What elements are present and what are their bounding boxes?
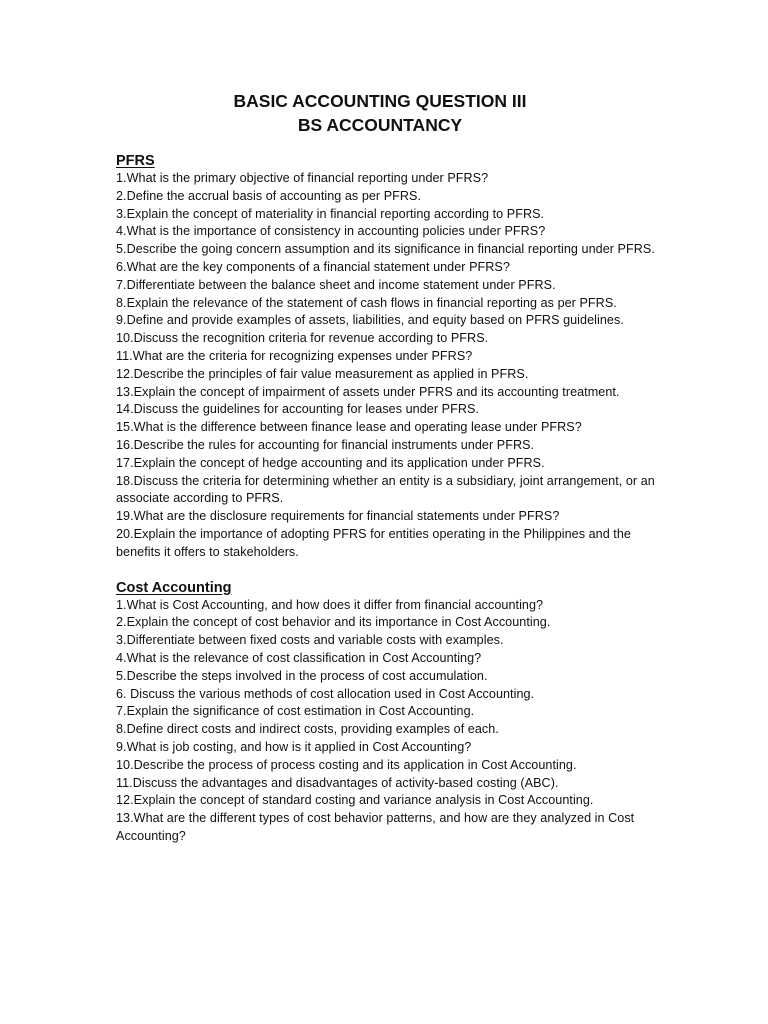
question-item: 4.What is the relevance of cost classification in Cost Accounting?	[116, 650, 482, 665]
question-item: 6.What are the key components of a financial statement under PFRS?	[116, 259, 510, 274]
question-item: 11.What are the criteria for recognizing expenses under PFRS?	[116, 348, 473, 363]
question-item: 1.What is Cost Accounting, and how does it differ from financial accounting?	[116, 597, 544, 612]
question-item: 7.Differentiate between the balance sheet and income statement under PFRS.	[116, 277, 556, 292]
document-content	[116, 89, 656, 846]
question-item: 10.Describe the process of process costing and its application in Cost Accounting.	[116, 757, 577, 772]
question-item: 4.What is the importance of consistency in accounting policies under PFRS?	[116, 224, 546, 239]
question-item: 12.Describe the principles of fair value measurement as applied in PFRS.	[116, 366, 529, 381]
question-item: 3.Explain the concept of materiality in financial reporting according to PFRS.	[116, 206, 545, 221]
section-heading-pfrs: PFRS	[116, 153, 155, 169]
question-item: 8.Define direct costs and indirect costs, providing examples of each.	[116, 722, 499, 737]
question-item: 14.Discuss the guidelines for accounting for leases under PFRS.	[116, 402, 479, 417]
question-item: 2.Define the accrual basis of accounting as per PFRS.	[116, 188, 422, 203]
question-item: 11.Discuss the advantages and disadvantages of activity-based costing (ABC).	[116, 775, 559, 790]
question-item: 18.Discuss the criteria for determining whether an entity is a subsidiary, joint arrangement, or an associate according to PFRS.	[116, 473, 655, 506]
question-item: 3.Differentiate between fixed costs and variable costs with examples.	[116, 633, 504, 648]
question-item: 13.What are the different types of cost behavior patterns, and how are they analyzed in Cost Accounting?	[116, 811, 635, 843]
question-item: 19.What are the disclosure requirements for financial statements under PFRS?	[116, 509, 560, 524]
question-item: 7.Explain the significance of cost estimation in Cost Accounting.	[116, 704, 475, 719]
title-line-2: BS ACCOUNTANCY	[297, 115, 463, 135]
question-item: 12.Explain the concept of standard costing and variance analysis in Cost Accounting.	[116, 793, 594, 808]
question-item: 15.What is the difference between finance lease and operating lease under PFRS?	[116, 420, 582, 435]
question-item: 16.Describe the rules for accounting for financial instruments under PFRS.	[116, 437, 535, 452]
section-heading-cost-accounting: Cost Accounting	[116, 579, 232, 596]
question-list-cost-accounting	[116, 597, 656, 846]
section-pfrs	[116, 152, 656, 562]
question-item: 9.What is job costing, and how is it applied in Cost Accounting?	[116, 739, 472, 754]
question-item: 2.Explain the concept of cost behavior and its importance in Cost Accounting.	[116, 615, 551, 630]
title-line-1: BASIC ACCOUNTING QUESTION III	[233, 91, 527, 111]
question-item: 8.Explain the relevance of the statement of cash flows in financial reporting as per PFRS.	[116, 295, 617, 310]
question-item: 5.Describe the steps involved in the process of cost accumulation.	[116, 668, 488, 683]
question-list-pfrs	[116, 170, 656, 562]
question-item: 6. Discuss the various methods of cost allocation used in Cost Accounting.	[116, 686, 535, 701]
question-item: 10.Discuss the recognition criteria for revenue according to PFRS.	[116, 331, 489, 346]
document-title	[110, 89, 650, 137]
section-cost-accounting	[116, 579, 656, 846]
question-item: 13.Explain the concept of impairment of assets under PFRS and its accounting treatment.	[116, 384, 620, 399]
question-item: 1.What is the primary objective of financial reporting under PFRS?	[116, 171, 489, 185]
question-item: 17.Explain the concept of hedge accounting and its application under PFRS.	[116, 455, 545, 470]
question-item: 5.Describe the going concern assumption and its significance in financial reporting under PFRS.	[116, 242, 655, 257]
question-item: 9.Define and provide examples of assets, liabilities, and equity based on PFRS guidelines.	[116, 313, 624, 328]
question-item: 20.Explain the importance of adopting PFRS for entities operating in the Philippines and the benefits it offers to stakeholders.	[116, 526, 631, 559]
